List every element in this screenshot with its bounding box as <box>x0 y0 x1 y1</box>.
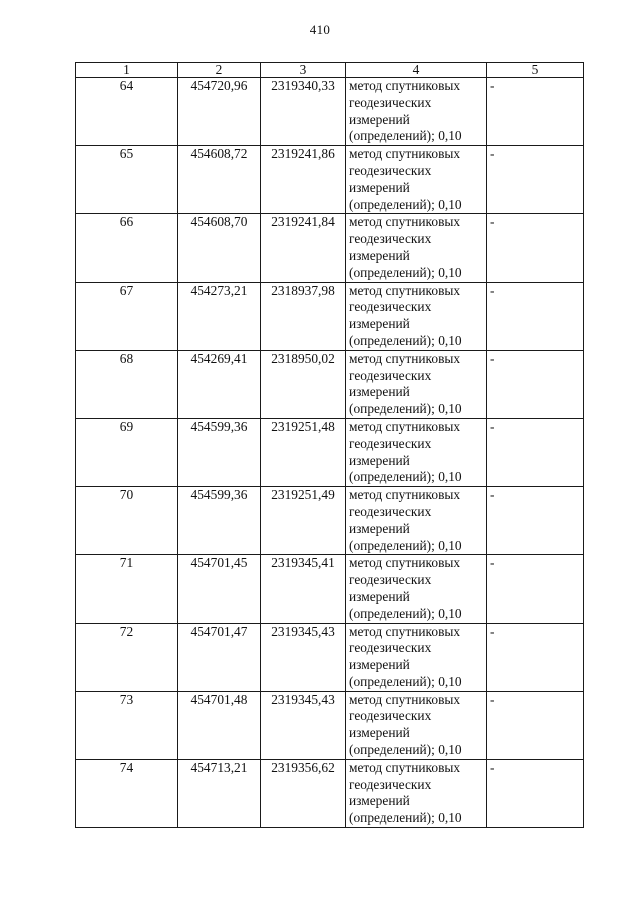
point-number-cell: 74 <box>76 759 178 827</box>
method-line: геодезических <box>349 708 432 724</box>
method-line: (определений); 0,10 <box>349 742 462 758</box>
y-coordinate-cell: 2319241,86 <box>261 146 346 214</box>
table-row <box>76 418 584 486</box>
point-number-cell: 73 <box>76 691 178 759</box>
method-line: измерений <box>349 179 410 195</box>
note-cell: - <box>487 623 584 691</box>
table-row <box>76 623 584 691</box>
point-number-cell: 72 <box>76 623 178 691</box>
method-line: метод спутниковых <box>349 487 461 503</box>
header-col-5: 5 <box>487 63 584 78</box>
y-coordinate-cell: 2319345,41 <box>261 555 346 623</box>
note-cell: - <box>487 555 584 623</box>
y-coordinate-cell: 2319345,43 <box>261 623 346 691</box>
y-coordinate-cell: 2319251,49 <box>261 487 346 555</box>
method-line: (определений); 0,10 <box>349 332 462 348</box>
x-coordinate-cell: 454608,70 <box>178 214 261 282</box>
x-coordinate-cell: 454269,41 <box>178 350 261 418</box>
method-line: метод спутниковых <box>349 623 461 639</box>
method-line: метод спутниковых <box>349 282 461 298</box>
method-accuracy-cell <box>346 78 487 146</box>
table-body <box>76 78 584 828</box>
method-line: метод спутниковых <box>349 418 461 434</box>
note-cell: - <box>487 282 584 350</box>
method-line: измерений <box>349 111 410 127</box>
y-coordinate-cell: 2319241,84 <box>261 214 346 282</box>
coordinates-table <box>75 62 584 828</box>
method-line: измерений <box>349 793 410 809</box>
method-line: метод спутниковых <box>349 146 461 162</box>
table-row <box>76 214 584 282</box>
method-line: (определений); 0,10 <box>349 401 462 417</box>
method-line: измерений <box>349 452 410 468</box>
point-number-cell: 68 <box>76 350 178 418</box>
table-row <box>76 759 584 827</box>
method-accuracy-cell <box>346 623 487 691</box>
point-number-cell: 71 <box>76 555 178 623</box>
note-cell: - <box>487 759 584 827</box>
note-cell: - <box>487 146 584 214</box>
x-coordinate-cell: 454701,47 <box>178 623 261 691</box>
method-accuracy-cell <box>346 487 487 555</box>
method-line: геодезических <box>349 776 432 792</box>
point-number-cell: 67 <box>76 282 178 350</box>
method-line: (определений); 0,10 <box>349 810 462 826</box>
x-coordinate-cell: 454701,45 <box>178 555 261 623</box>
x-coordinate-cell: 454608,72 <box>178 146 261 214</box>
method-line: метод спутниковых <box>349 691 461 707</box>
point-number-cell: 65 <box>76 146 178 214</box>
method-accuracy-cell <box>346 282 487 350</box>
method-line: метод спутниковых <box>349 78 461 93</box>
x-coordinate-cell: 454273,21 <box>178 282 261 350</box>
method-line: (определений); 0,10 <box>349 605 462 621</box>
method-line: (определений); 0,10 <box>349 196 462 212</box>
method-line: геодезических <box>349 162 432 178</box>
method-line: (определений); 0,10 <box>349 128 462 144</box>
method-line: геодезических <box>349 231 432 247</box>
method-line: измерений <box>349 247 410 263</box>
note-cell: - <box>487 350 584 418</box>
x-coordinate-cell: 454599,36 <box>178 487 261 555</box>
x-coordinate-cell: 454713,21 <box>178 759 261 827</box>
x-coordinate-cell: 454720,96 <box>178 78 261 146</box>
method-line: метод спутниковых <box>349 759 461 775</box>
table-row <box>76 146 584 214</box>
method-line: геодезических <box>349 572 432 588</box>
method-accuracy-cell <box>346 759 487 827</box>
y-coordinate-cell: 2319340,33 <box>261 78 346 146</box>
note-cell: - <box>487 691 584 759</box>
method-accuracy-cell <box>346 350 487 418</box>
note-cell: - <box>487 418 584 486</box>
note-cell: - <box>487 214 584 282</box>
method-line: измерений <box>349 725 410 741</box>
table-row <box>76 350 584 418</box>
method-accuracy-cell <box>346 555 487 623</box>
header-col-2: 2 <box>178 63 261 78</box>
method-line: измерений <box>349 384 410 400</box>
method-line: (определений); 0,10 <box>349 537 462 553</box>
method-line: измерений <box>349 588 410 604</box>
method-line: геодезических <box>349 503 432 519</box>
y-coordinate-cell: 2319356,62 <box>261 759 346 827</box>
table-row <box>76 691 584 759</box>
table-row <box>76 282 584 350</box>
point-number-cell: 66 <box>76 214 178 282</box>
table-header-row <box>76 63 584 78</box>
y-coordinate-cell: 2319251,48 <box>261 418 346 486</box>
note-cell: - <box>487 78 584 146</box>
point-number-cell: 69 <box>76 418 178 486</box>
method-line: метод спутниковых <box>349 214 461 230</box>
y-coordinate-cell: 2318937,98 <box>261 282 346 350</box>
y-coordinate-cell: 2319345,43 <box>261 691 346 759</box>
table-row <box>76 555 584 623</box>
method-line: метод спутниковых <box>349 555 461 571</box>
method-accuracy-cell <box>346 146 487 214</box>
method-line: геодезических <box>349 435 432 451</box>
method-accuracy-cell <box>346 214 487 282</box>
method-line: (определений); 0,10 <box>349 469 462 485</box>
table-row <box>76 78 584 146</box>
method-line: геодезических <box>349 299 432 315</box>
point-number-cell: 70 <box>76 487 178 555</box>
method-line: геодезических <box>349 367 432 383</box>
method-accuracy-cell <box>346 418 487 486</box>
method-line: (определений); 0,10 <box>349 264 462 280</box>
x-coordinate-cell: 454701,48 <box>178 691 261 759</box>
table-row <box>76 487 584 555</box>
page-number: 410 <box>309 22 331 37</box>
method-line: измерений <box>349 657 410 673</box>
y-coordinate-cell: 2318950,02 <box>261 350 346 418</box>
method-line: (определений); 0,10 <box>349 673 462 689</box>
header-col-3: 3 <box>261 63 346 78</box>
method-line: измерений <box>349 520 410 536</box>
header-col-4: 4 <box>346 63 487 78</box>
note-cell: - <box>487 487 584 555</box>
x-coordinate-cell: 454599,36 <box>178 418 261 486</box>
method-accuracy-cell <box>346 691 487 759</box>
method-line: измерений <box>349 316 410 332</box>
point-number-cell: 64 <box>76 78 178 146</box>
method-line: геодезических <box>349 640 432 656</box>
method-line: метод спутниковых <box>349 350 461 366</box>
method-line: геодезических <box>349 94 432 110</box>
header-col-1: 1 <box>76 63 178 78</box>
